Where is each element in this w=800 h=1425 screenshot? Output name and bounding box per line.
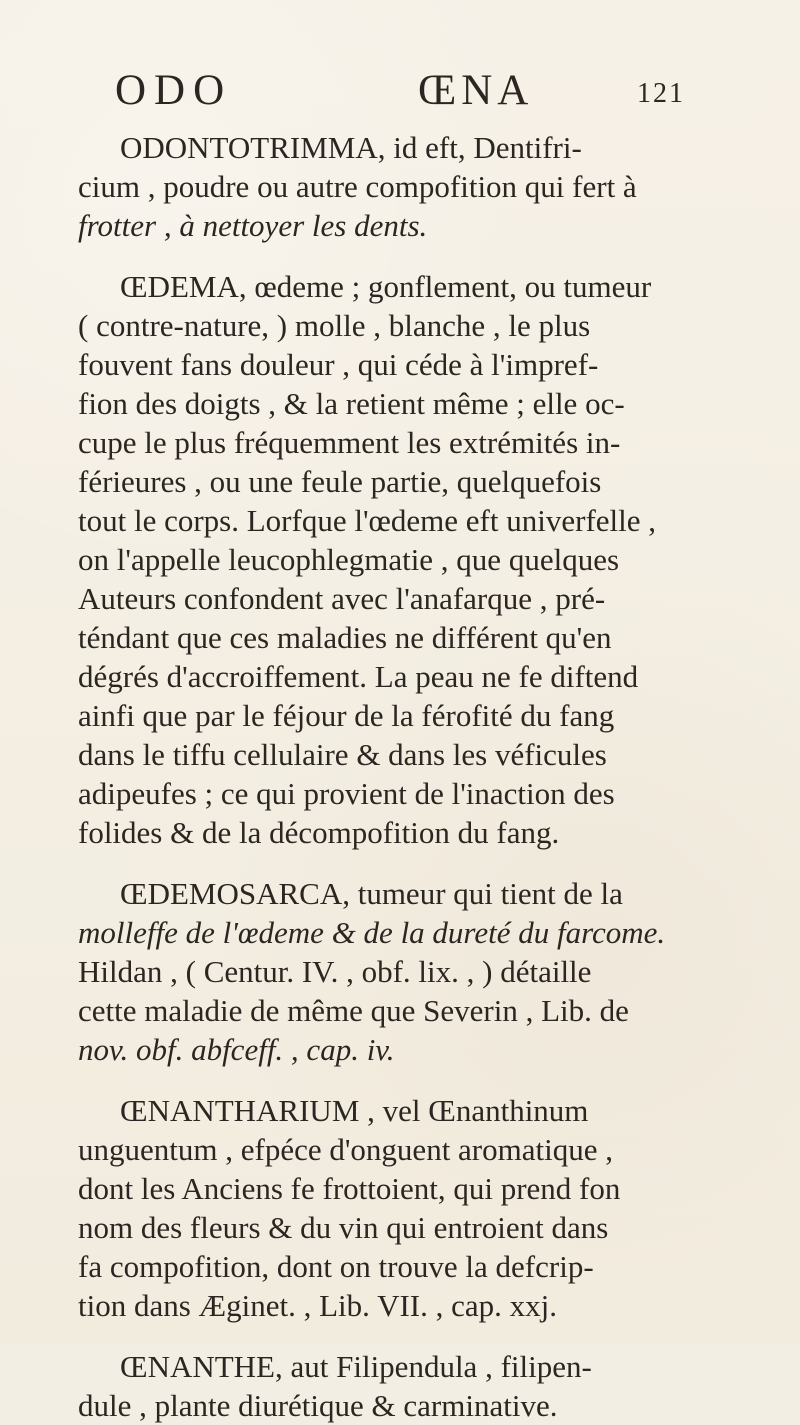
header-left-title: ODO bbox=[115, 67, 233, 114]
entry-line: téndant que ces maladies ne différent qu'en bbox=[78, 620, 612, 655]
header-center-title: ŒNA bbox=[418, 67, 534, 114]
entry-line: dont les Anciens fe frottoient, qui prend fon bbox=[78, 1171, 621, 1206]
page-header bbox=[115, 66, 685, 116]
entry-line: fion des doigts , & la retient même ; elle oc- bbox=[78, 386, 625, 421]
entry-line: ( contre-nature, ) molle , blanche , le plus bbox=[78, 308, 591, 343]
entry-line: férieures , ou une feule partie, quelquefois bbox=[78, 464, 602, 499]
entry-line: folides & de la décompofition du fang. bbox=[78, 815, 560, 850]
entry-line: dégrés d'accroiffement. La peau ne fe diftend bbox=[78, 659, 639, 694]
entry-line: tout le corps. Lorfque l'œdeme eft univerfelle , bbox=[78, 503, 657, 538]
entry-line: nom des fleurs & du vin qui entroient dans bbox=[78, 1210, 609, 1245]
entry-line: fouvent fans douleur , qui céde à l'impref- bbox=[78, 347, 599, 382]
entry-oedemosarca bbox=[78, 874, 718, 1069]
entry-line: ŒDEMOSARCA, tumeur qui tient de la bbox=[120, 876, 623, 911]
entry-odontotrimma bbox=[78, 128, 718, 245]
entry-line: dans le tiffu cellulaire & dans les véficules bbox=[78, 737, 607, 772]
entry-line: tion dans Æginet. , Lib. VII. , cap. xxj. bbox=[78, 1288, 558, 1323]
entry-line: cium , poudre ou autre compofition qui fert à bbox=[78, 169, 637, 204]
entry-line: nov. obf. abfceff. , cap. iv. bbox=[78, 1032, 395, 1067]
entry-line: ŒNANTHARIUM , vel Œnanthinum bbox=[120, 1093, 589, 1128]
entry-line: Auteurs confondent avec l'anafarque , pré- bbox=[78, 581, 606, 616]
entry-line: cette maladie de même que Severin , Lib. de bbox=[78, 993, 629, 1028]
entry-line: dule , plante diurétique & carminative. bbox=[78, 1388, 558, 1423]
dictionary-content bbox=[78, 128, 718, 1425]
entry-line: molleffe de l'œdeme & de la dureté du farcome. bbox=[78, 915, 666, 950]
entry-line: ODONTOTRIMMA, id eft, Dentifri- bbox=[120, 130, 582, 165]
entry-line: ŒNANTHE, aut Filipendula , filipen- bbox=[120, 1349, 592, 1384]
entry-line: fa compofition, dont on trouve la defcrip- bbox=[78, 1249, 594, 1284]
entry-line: ainfi que par le féjour de la férofité du fang bbox=[78, 698, 615, 733]
entry-oenanthe bbox=[78, 1347, 718, 1425]
entry-oedema bbox=[78, 267, 718, 852]
entry-line: cupe le plus fréquemment les extrémités in- bbox=[78, 425, 621, 460]
entry-line: unguentum , efpéce d'onguent aromatique , bbox=[78, 1132, 613, 1167]
entry-line: Hildan , ( Centur. IV. , obf. lix. , ) détaille bbox=[78, 954, 592, 989]
entry-line: frotter , à nettoyer les dents. bbox=[78, 208, 428, 243]
page-number: 121 bbox=[637, 78, 685, 109]
entry-line: ŒDEMA, œdeme ; gonflement, ou tumeur bbox=[120, 269, 652, 304]
entry-oenantharium bbox=[78, 1091, 718, 1325]
entry-line: adipeufes ; ce qui provient de l'inaction des bbox=[78, 776, 615, 811]
entry-line: on l'appelle leucophlegmatie , que quelques bbox=[78, 542, 620, 577]
